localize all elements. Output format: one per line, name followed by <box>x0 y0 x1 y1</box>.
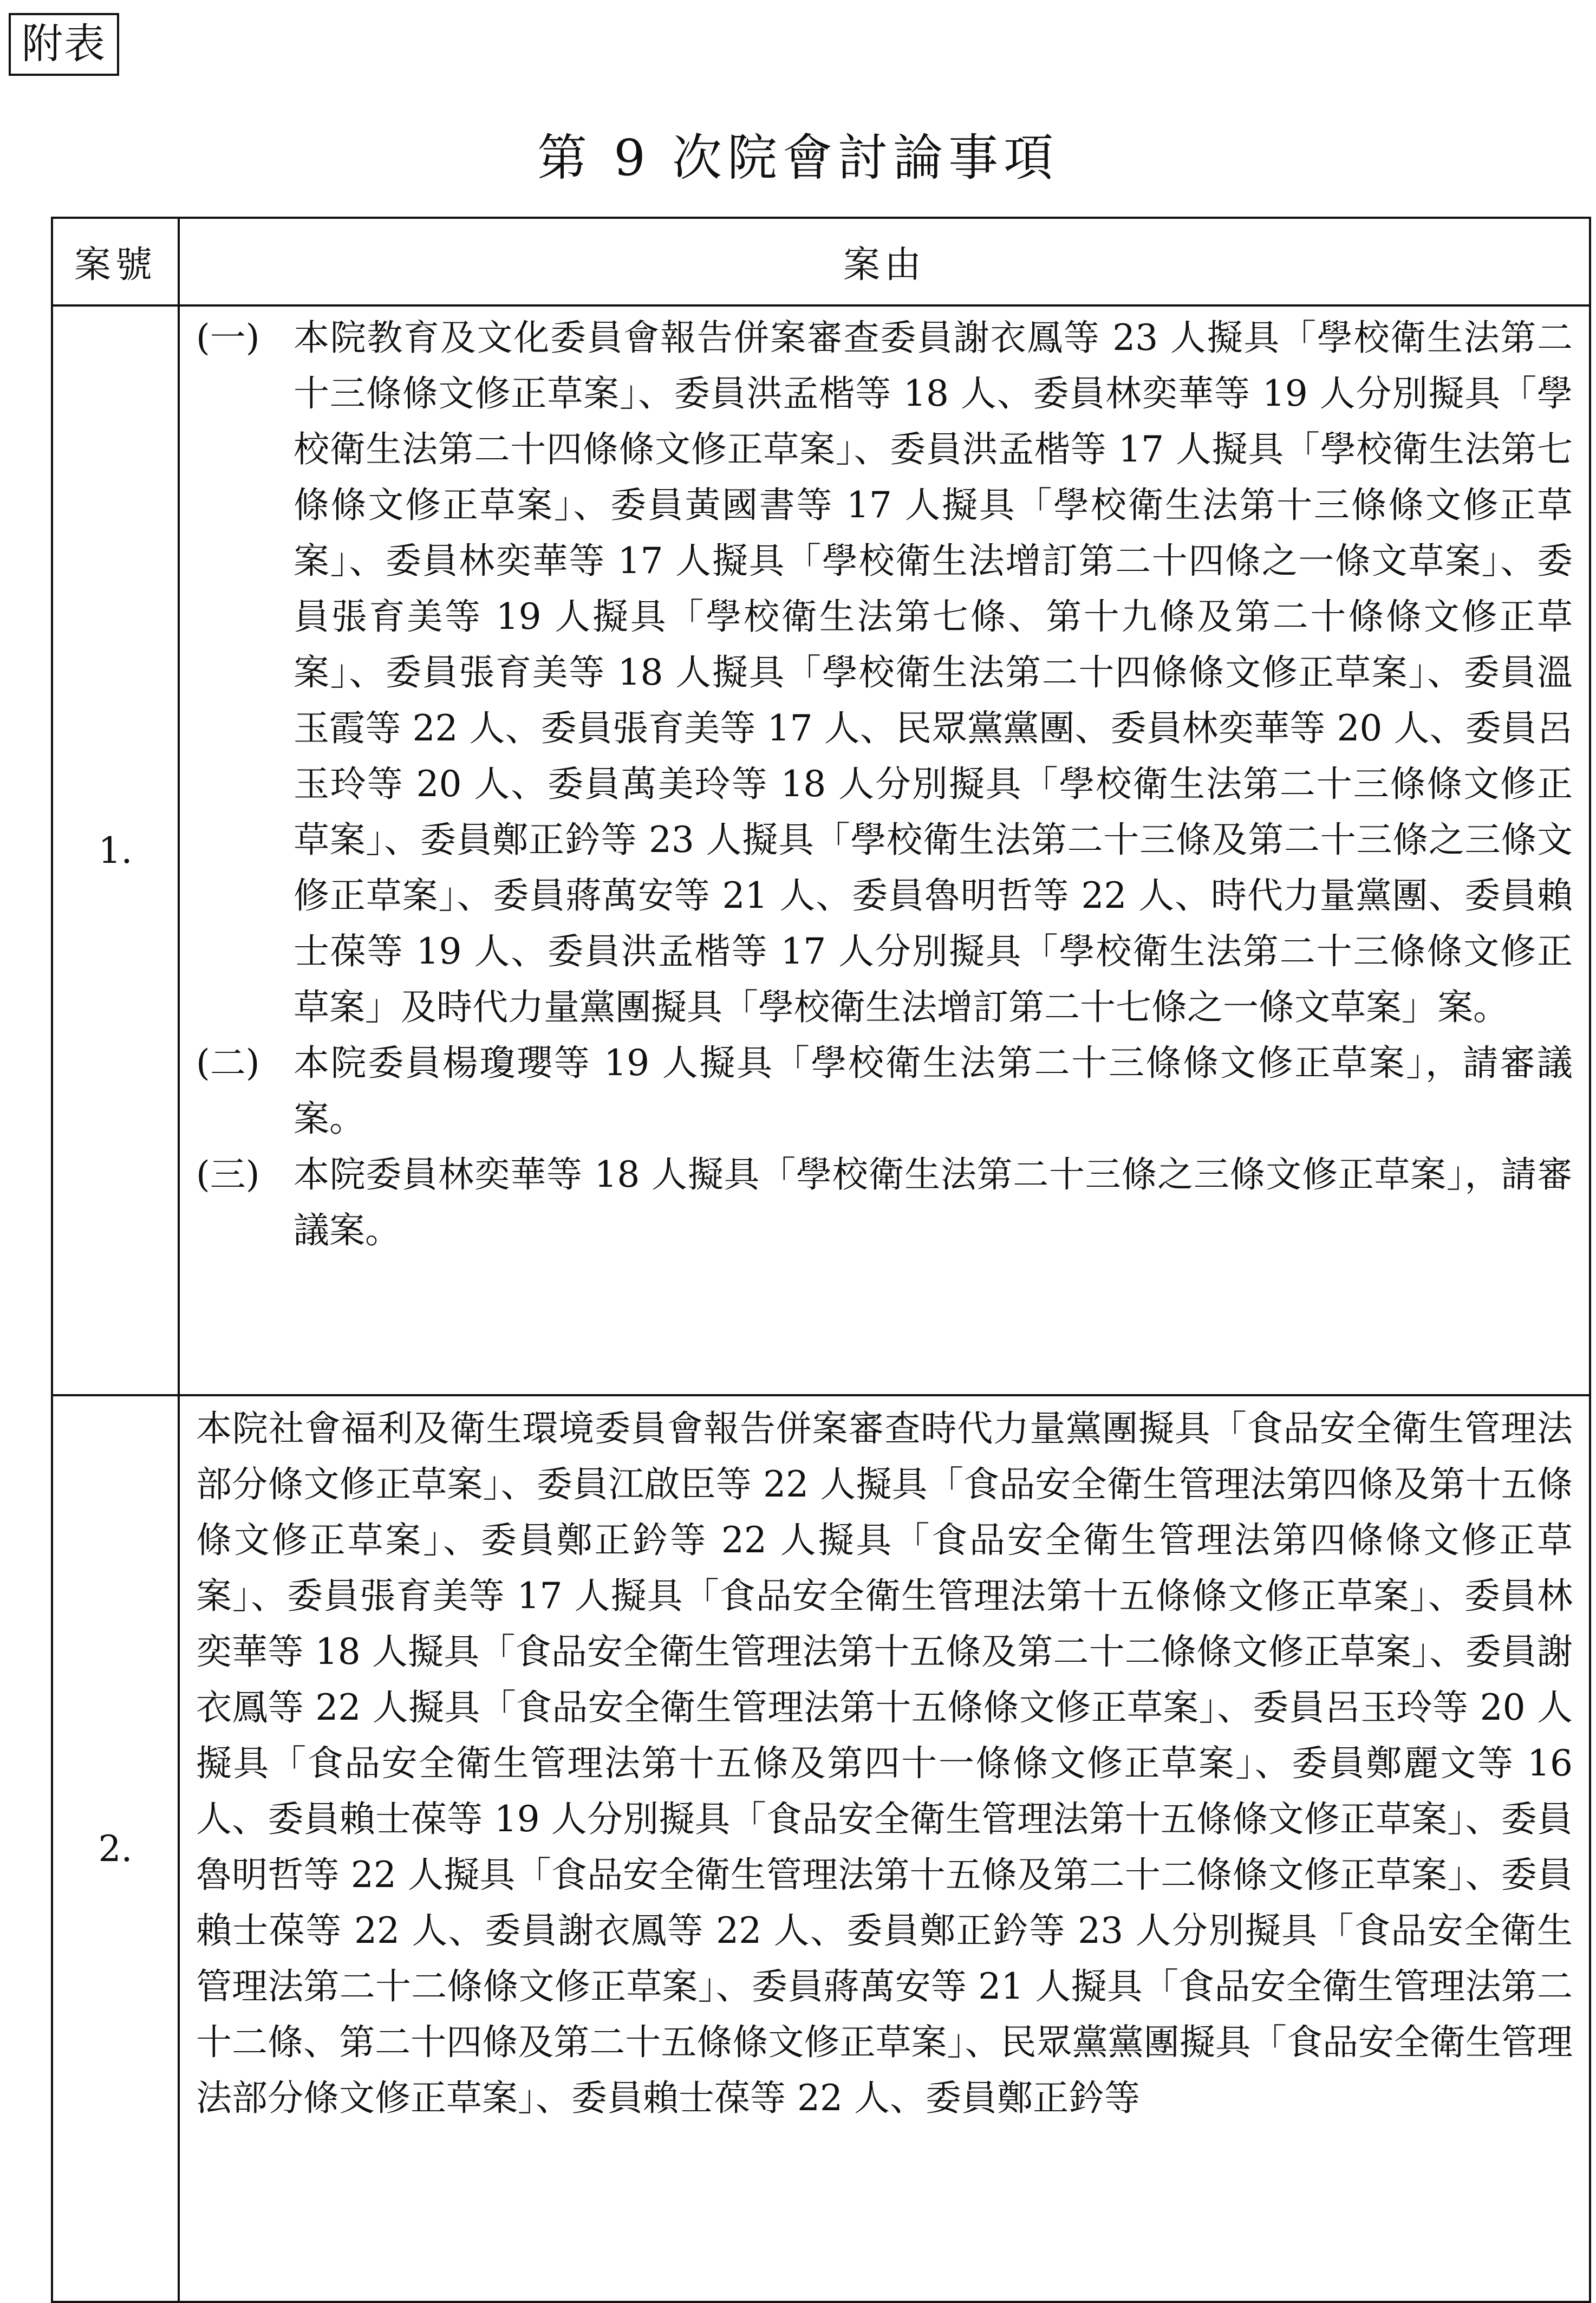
case-number: 1. <box>52 305 179 1395</box>
sub-item <box>196 1035 1573 1147</box>
table-row <box>52 1395 1590 2302</box>
agenda-table <box>51 217 1591 2303</box>
case-number: 2. <box>52 1395 179 2302</box>
sub-item-marker: (三) <box>196 1154 260 1195</box>
case-description-text: 本院社會福利及衛生環境委員會報告併案審查時代力量黨團擬具「食品安全衛生管理法部分條文修正草案」、委員江啟臣等 22 人擬具「食品安全衛生管理法第四條及第十五條條文修正草案」、委員鄭正鈐等 22 人擬具「食品安全衛生管理法第四條條文修正草案」、委員張育美等 17 人擬具「食品安全衛生管理法第十五條條文修正草案」、委員林奕華等 18 人擬具「食品安全衛生管理法第十五條及第二十二條條文修正草案」、委員謝衣鳳等 22 人擬具「食品安全衛生管理法第十五條條文修正草案」、委員呂玉玲等 20 人擬具「食品安全衛生管理法第十五條及第四十一條條文修正草案」、委員鄭麗文等 16 人、委員賴士葆等 19 人分別擬具「食品安全衛生管理法第十五條條文修正草案」、委員魯明哲等 22 人擬具「食品安全衛生管理法第十五條及第二十二條條文修正草案」、委員賴士葆等 22 人、委員謝衣鳳等 22 人、委員鄭正鈐等 23 人分別擬具「食品安全衛生管理法第二十二條條文修正草案」、委員蔣萬安等 21 人擬具「食品安全衛生管理法第二十二條、第二十四條及第二十五條條文修正草案」、民眾黨黨團擬具「食品安全衛生管理法部分條文修正草案」、委員賴士葆等 22 人、委員鄭正鈐等 <box>196 1408 1573 2119</box>
sub-item-text: 本院委員楊瓊瓔等 19 人擬具「學校衛生法第二十三條條文修正草案」，請審議案。 <box>294 1042 1573 1140</box>
table-row <box>52 305 1590 1395</box>
page-title: 第 9 次院會討論事項 <box>537 129 1059 187</box>
sub-item <box>196 1147 1573 1258</box>
sub-item-text: 本院教育及文化委員會報告併案審查委員謝衣鳳等 23 人擬具「學校衛生法第二十三條條文修正草案」、委員洪孟楷等 18 人、委員林奕華等 19 人分別擬具「學校衛生法第二十四條條文修正草案」、委員洪孟楷等 17 人擬具「學校衛生法第七條條文修正草案」、委員黃國書等 17 人擬具「學校衛生法第十三條條文修正草案」、委員林奕華等 17 人擬具「學校衛生法增訂第二十四條之一條文草案」、委員張育美等 19 人擬具「學校衛生法第七條、第十九條及第二十條條文修正草案」、委員張育美等 18 人擬具「學校衛生法第二十四條條文修正草案」、委員溫玉霞等 22 人、委員張育美等 17 人、民眾黨黨團、委員林奕華等 20 人、委員呂玉玲等 20 人、委員萬美玲等 18 人分別擬具「學校衛生法第二十三條條文修正草案」、委員鄭正鈐等 23 人擬具「學校衛生法第二十三條及第二十三條之三條文修正草案」、委員蔣萬安等 21 人、委員魯明哲等 22 人、時代力量黨團、委員賴士葆等 19 人、委員洪孟楷等 17 人分別擬具「學校衛生法第二十三條條文修正草案」及時代力量黨團擬具「學校衛生法增訂第二十七條之一條文草案」案。 <box>294 317 1573 1028</box>
header-case-reason: 案由 <box>179 218 1590 305</box>
sub-item-marker: (二) <box>196 1042 260 1084</box>
case-description <box>179 305 1590 1395</box>
header-case-number: 案號 <box>52 218 179 305</box>
case-description <box>179 1395 1590 2302</box>
table-header-row <box>52 218 1590 305</box>
attachment-tag: 附表 <box>9 13 119 76</box>
sub-item-marker: (一) <box>196 317 260 359</box>
sub-item <box>196 310 1573 1035</box>
sub-item-text: 本院委員林奕華等 18 人擬具「學校衛生法第二十三條之三條文修正草案」，請審議案。 <box>294 1154 1573 1251</box>
